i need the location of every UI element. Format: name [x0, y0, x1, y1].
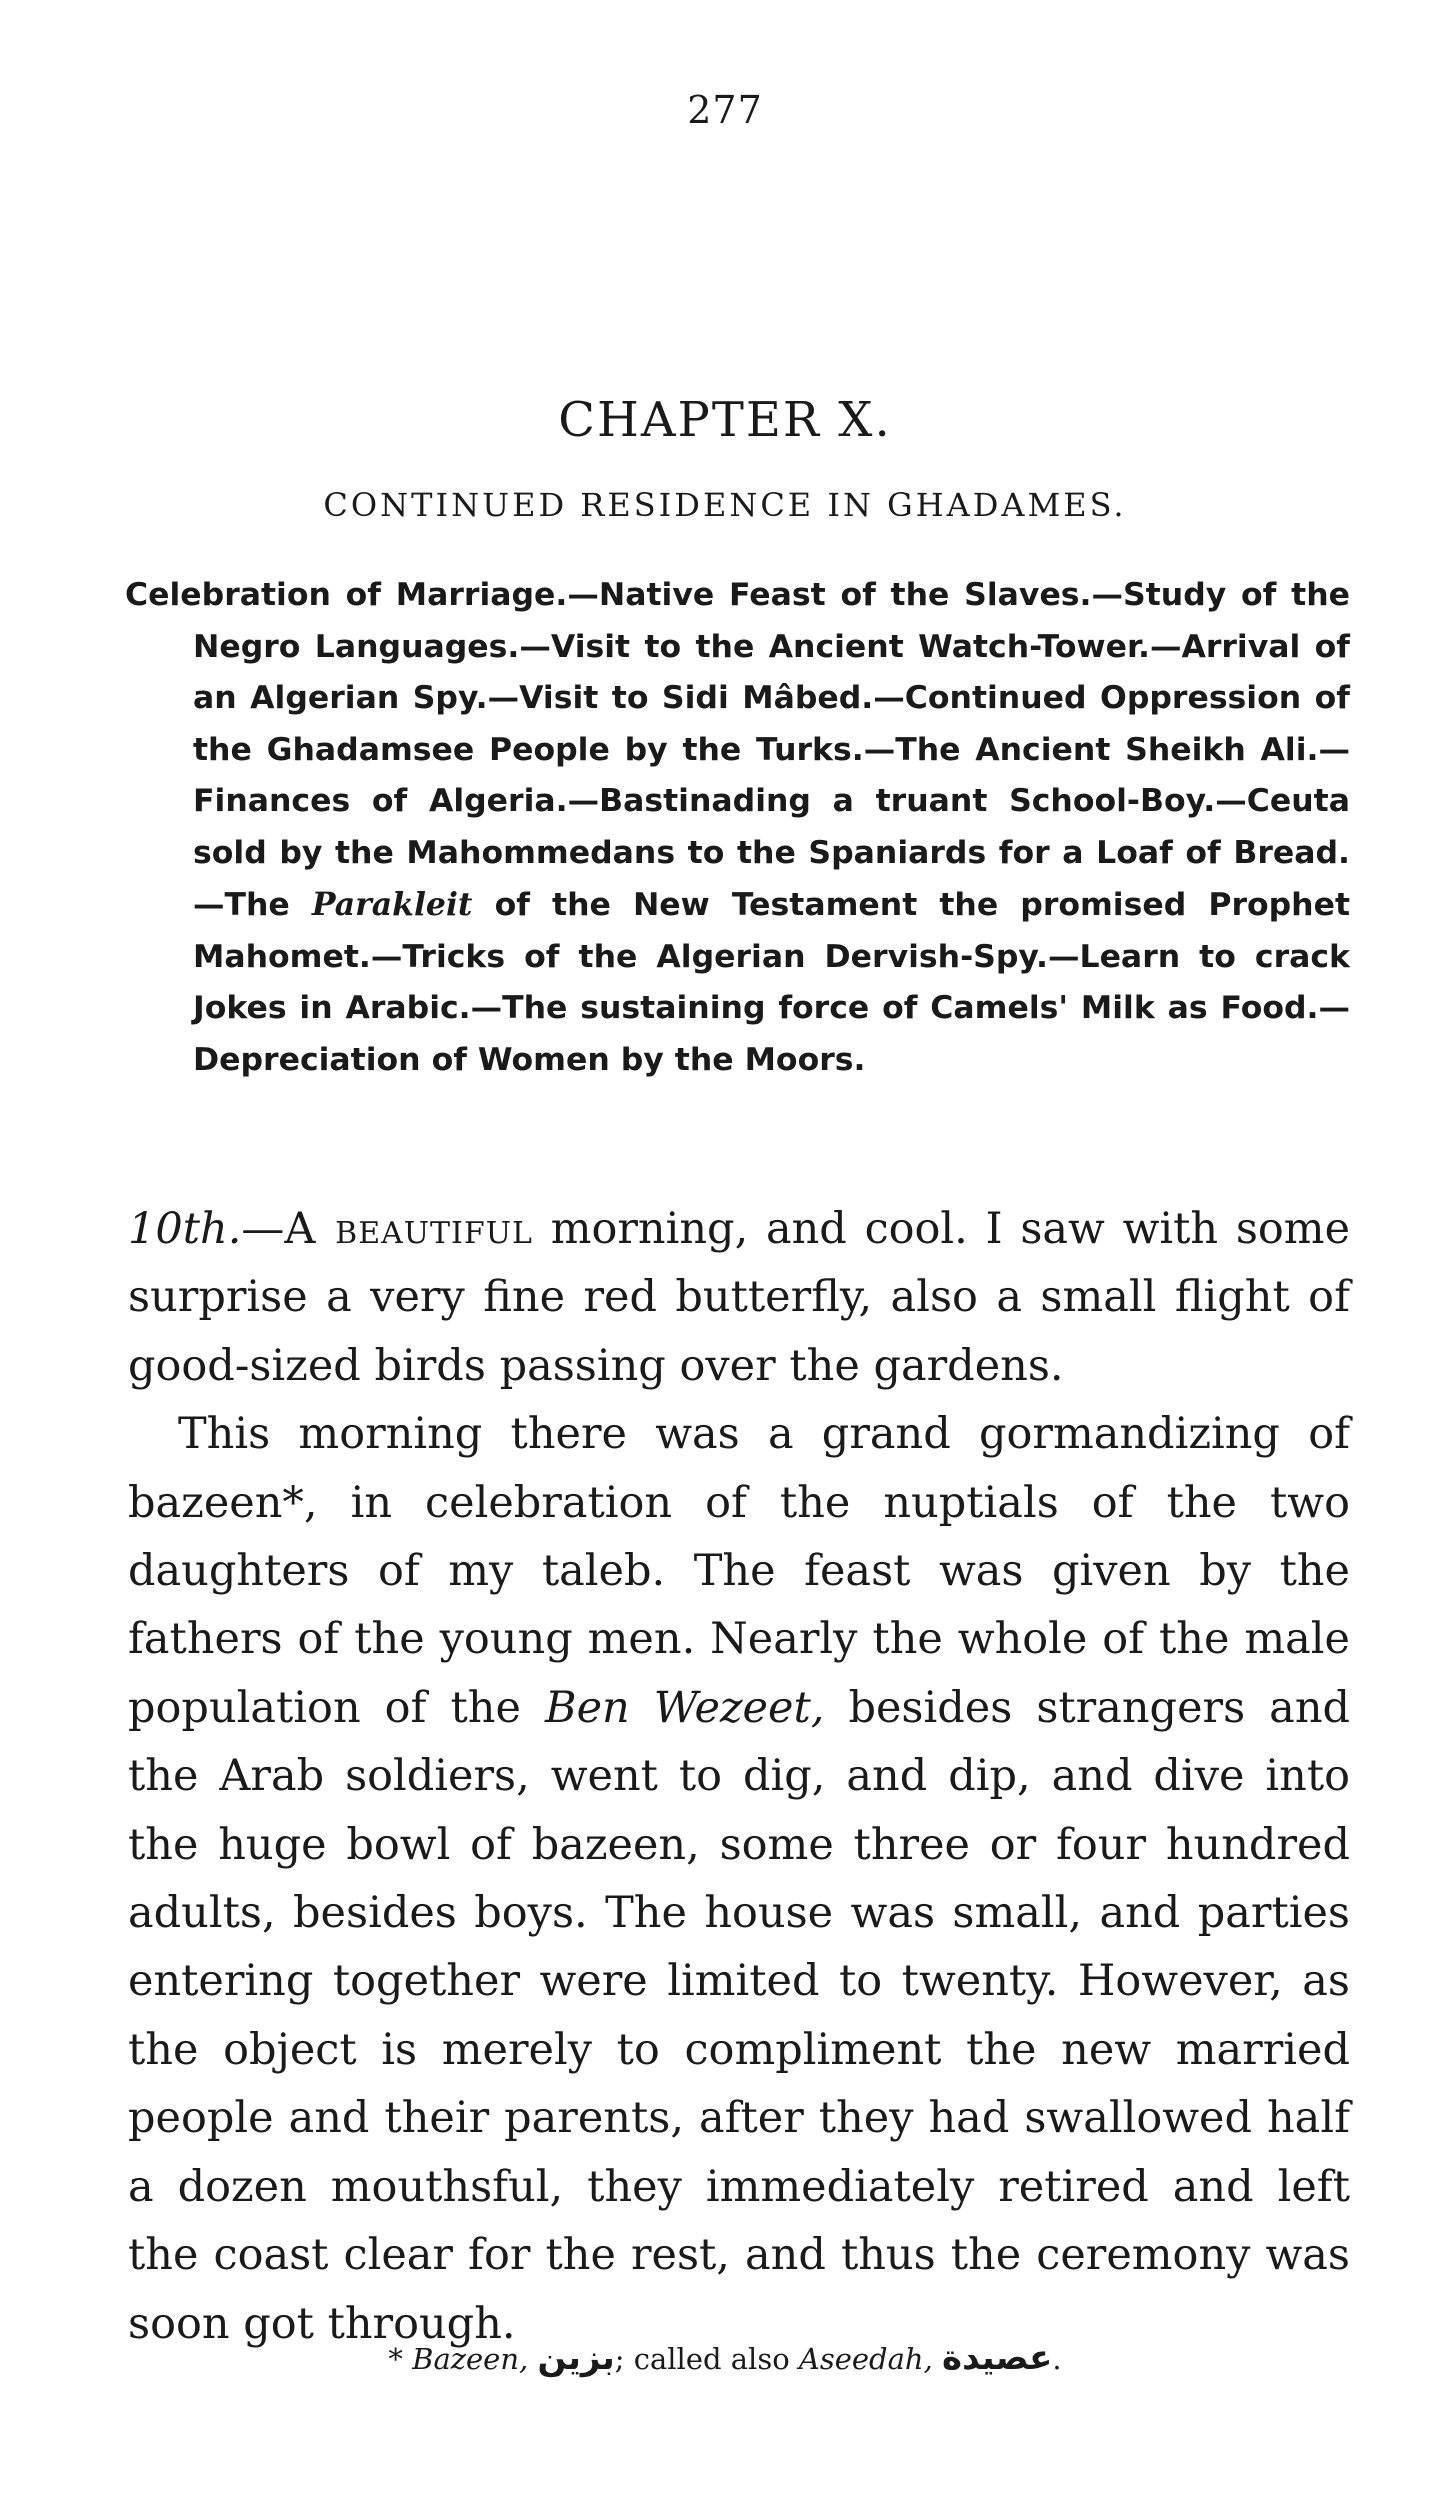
chapter-synopsis	[125, 570, 1350, 1086]
page-number: 277	[687, 88, 763, 132]
date-label: 10th.	[128, 1204, 242, 1254]
footnote-marker: *	[388, 2342, 403, 2376]
paragraph-2-text-b: besides strangers and the Arab soldiers, went to dig, and dip, and dive into the huge bowl of bazeen, some three or four hundred adults, besides boys. The house was small, and parties entering together were limited to twenty. However, as the object is merely to compliment the new married people and their parents, after they had swallowed half a dozen mouthsful, they immediately retired and left the coast clear for the rest, and thus the ceremony was soon got through.	[128, 1682, 1351, 2349]
small-caps-opening: A beautiful	[284, 1204, 533, 1254]
synopsis-text-2: of the New Testament the promised Prophet Mahomet.—Tricks of the Algerian Dervish-Spy.—Learn to crack Jokes in Arabic.—The sustaining force of Camels' Milk as Food.—Depreciation of Women by the Moors.	[193, 887, 1351, 1078]
footnote-arabic-2: عصيدة	[942, 2338, 1053, 2378]
paragraph-2-italic: Ben Wezeet,	[544, 1682, 825, 1733]
body-text	[128, 1195, 1350, 2358]
footnote-term-2: Aseedah,	[798, 2342, 933, 2376]
paragraph-1-text: morning, and cool. I saw with some surprise a very fine red butterfly, also a small flight of good-sized birds passing over the gardens.	[128, 1204, 1351, 1391]
synopsis-italic-term: Parakleit	[311, 886, 473, 923]
footnote-end: .	[1052, 2342, 1062, 2376]
footnote	[0, 2338, 1450, 2378]
footnote-middle: ; called also	[614, 2342, 790, 2376]
chapter-title: CHAPTER X.	[558, 392, 892, 448]
paragraph-1	[128, 1195, 1350, 1400]
paragraph-2	[128, 1400, 1350, 2358]
footnote-arabic-1: بزين	[537, 2338, 615, 2378]
chapter-subtitle: CONTINUED RESIDENCE IN GHADAMES.	[323, 486, 1127, 524]
paragraph-2-text-a: This morning there was a grand gormandizing of bazeen*, in celebration of the nuptials of the two daughters of my taleb. The feast was given by the fathers of the young men. Nearly the whole of the male population of the	[128, 1409, 1350, 1733]
footnote-term: Bazeen,	[412, 2342, 529, 2376]
dash: —	[241, 1204, 285, 1254]
synopsis-text-1: Celebration of Marriage.—Native Feast of the Slaves.—Study of the Negro Languages.—Visit to the Ancient Watch-Tower.—Arrival of an Algerian Spy.—Visit to Sidi Mâbed.—Continued Oppression of the Ghadamsee People by the Turks.—The Ancient Sheikh Ali.—Finances of Algeria.—Bastinading a truant School-Boy.—Ceuta sold by the Mahommedans to the Spaniards for a Loaf of Bread.—The	[125, 577, 1350, 923]
